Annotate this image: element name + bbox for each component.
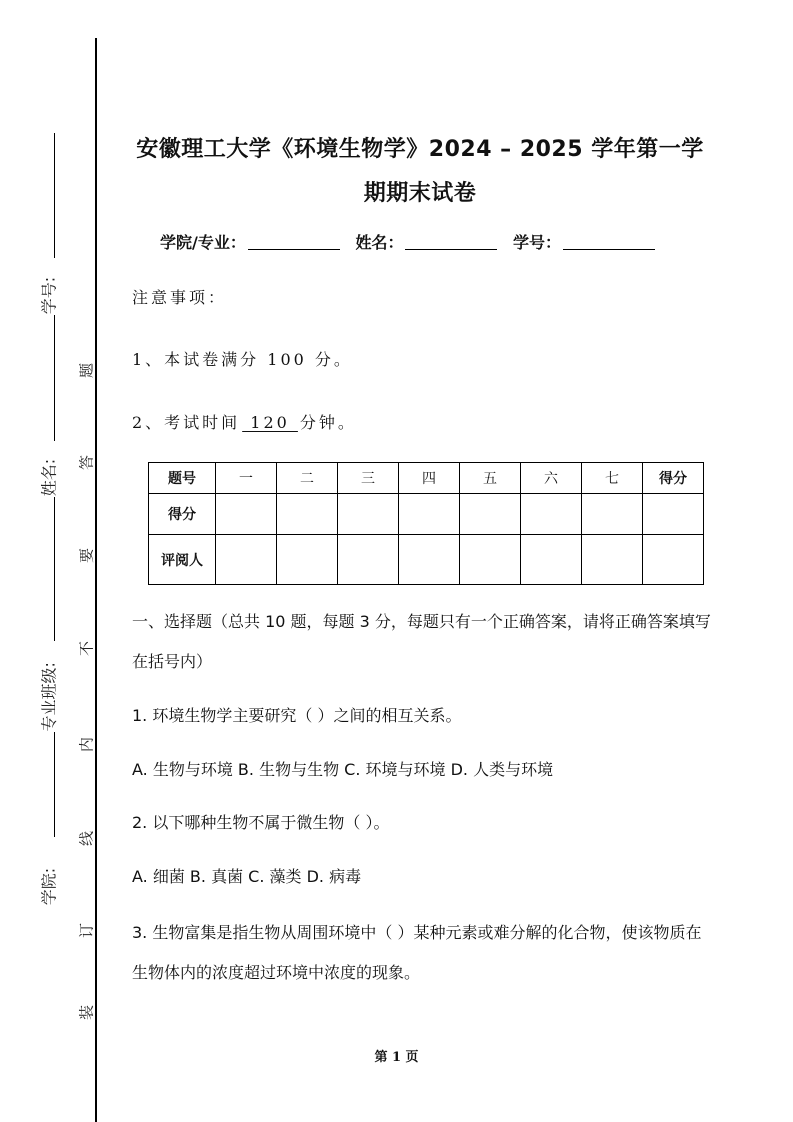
- score-cell[interactable]: [521, 494, 582, 535]
- question-1-stem: 1. 环境生物学主要研究（ ）之间的相互关系。: [132, 706, 462, 725]
- name-blank-line: [54, 315, 55, 441]
- reviewer-cell[interactable]: [643, 535, 704, 585]
- binding-line: [95, 38, 97, 1122]
- header-cell: 得分: [643, 463, 704, 494]
- student-id-blank[interactable]: [563, 235, 655, 250]
- header-cell: 一: [216, 463, 277, 494]
- seal-char: 不: [77, 641, 96, 657]
- score-cell[interactable]: [216, 494, 277, 535]
- header-cell: 三: [338, 463, 399, 494]
- name-blank[interactable]: [405, 235, 497, 250]
- note-item-1: 1、本试卷满分 100 分。: [132, 350, 353, 369]
- reviewer-cell[interactable]: [338, 535, 399, 585]
- reviewer-cell[interactable]: [521, 535, 582, 585]
- header-cell: 四: [399, 463, 460, 494]
- student-id-label: 学号：: [513, 233, 562, 252]
- header-cell: 二: [277, 463, 338, 494]
- section1-heading: 一、选择题（总共 10 题，每题 3 分，每题只有一个正确答案，请将正确答案填写在括号内）: [132, 612, 711, 671]
- header-cell: 五: [460, 463, 521, 494]
- seal-char: 题: [77, 363, 96, 379]
- reviewer-cell[interactable]: [277, 535, 338, 585]
- margin-student-id-label: 学号:: [39, 276, 59, 315]
- seal-char: 订: [77, 923, 96, 939]
- header-cell: 六: [521, 463, 582, 494]
- row-label: 评阅人: [149, 535, 216, 585]
- seal-char: 要: [77, 548, 96, 564]
- reviewer-row: [149, 535, 704, 585]
- question-2-stem: 2. 以下哪种生物不属于微生物（ ）。: [132, 813, 390, 832]
- exam-title-line1: 安徽理工大学《环境生物学》2024 – 2025 学年第一学: [136, 137, 704, 162]
- header-cell: 题号: [149, 463, 216, 494]
- margin-major-class-label: 专业班级:: [39, 662, 59, 732]
- seal-char: 装: [77, 1005, 96, 1021]
- college-major-blank[interactable]: [248, 235, 340, 250]
- question-3-stem: 3. 生物富集是指生物从周围环境中（ ）某种元素或难分解的化合物，使该物质在生物体内的浓度超过环境中浓度的现象。: [132, 923, 702, 982]
- margin-college-label: 学院:: [39, 867, 59, 906]
- score-table-header-row: [149, 463, 704, 494]
- score-cell[interactable]: [582, 494, 643, 535]
- score-cell[interactable]: [277, 494, 338, 535]
- reviewer-cell[interactable]: [582, 535, 643, 585]
- score-cell[interactable]: [460, 494, 521, 535]
- score-cell[interactable]: [338, 494, 399, 535]
- note-item-2: [132, 410, 357, 433]
- reviewer-cell[interactable]: [216, 535, 277, 585]
- exam-duration-value: 120: [242, 413, 298, 432]
- score-cell[interactable]: [643, 494, 704, 535]
- seal-char: 线: [77, 831, 96, 847]
- seal-char: 内: [77, 737, 96, 753]
- question-1-options: A. 生物与环境 B. 生物与生物 C. 环境与环境 D. 人类与环境: [132, 760, 554, 779]
- header-cell: 七: [582, 463, 643, 494]
- seal-char: 答: [77, 455, 96, 471]
- reviewer-cell[interactable]: [460, 535, 521, 585]
- row-label: 得分: [149, 494, 216, 535]
- exam-title-line2: 期期末试卷: [363, 181, 477, 206]
- score-cell[interactable]: [399, 494, 460, 535]
- margin-name-label: 姓名:: [39, 458, 59, 497]
- page-number: 第 1 页: [374, 1050, 419, 1065]
- name-label: 姓名：: [355, 233, 404, 252]
- major-class-blank-line: [54, 497, 55, 641]
- question-2-options: A. 细菌 B. 真菌 C. 藻类 D. 病毒: [132, 867, 362, 886]
- score-table: [148, 462, 704, 585]
- college-blank-line: [54, 732, 55, 837]
- score-row: [149, 494, 704, 535]
- student-id-blank-line: [54, 133, 55, 258]
- reviewer-cell[interactable]: [399, 535, 460, 585]
- college-major-label: 学院/专业：: [160, 233, 246, 252]
- notes-heading: 注意事项：: [132, 288, 228, 307]
- note-item-2-prefix: 2、考试时间: [132, 413, 241, 432]
- student-info-row: [160, 230, 665, 253]
- note-item-2-suffix: 分钟。: [299, 413, 357, 432]
